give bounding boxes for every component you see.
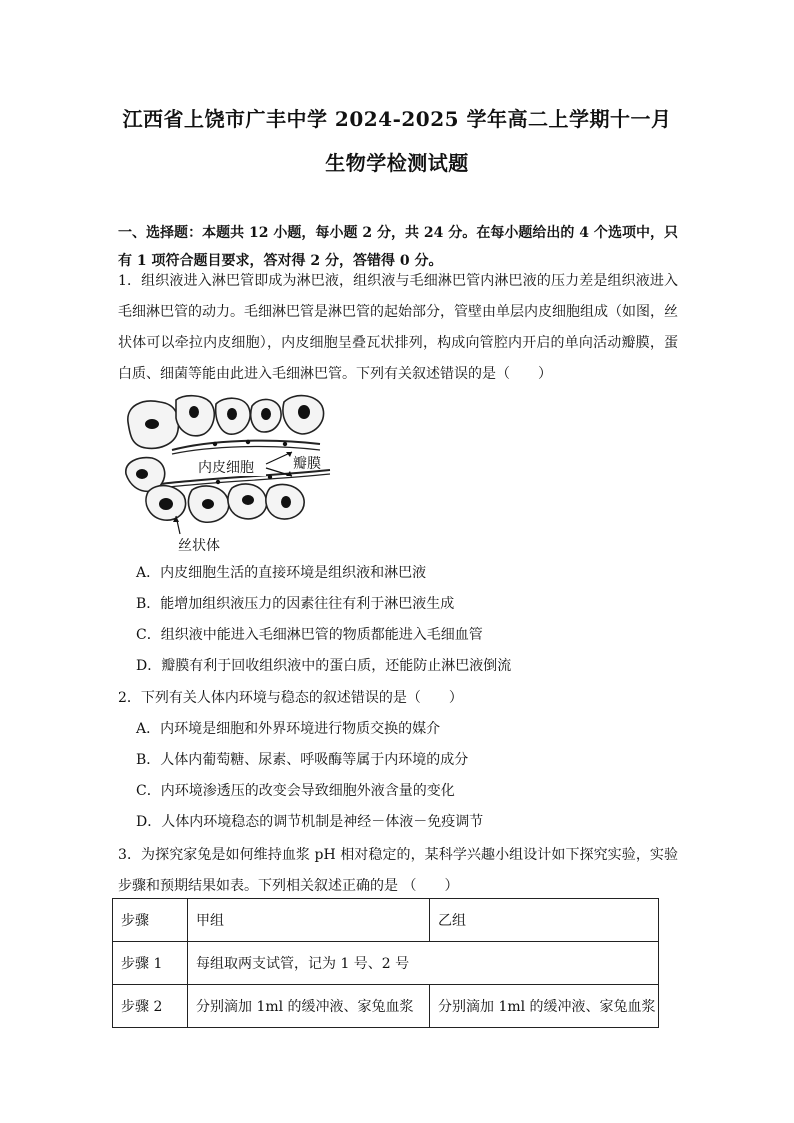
figure-label-endothelial: 内皮细胞 (198, 460, 254, 476)
question-1-option-d: D．瓣膜有利于回收组织液中的蛋白质，还能防止淋巴液倒流 (136, 658, 512, 674)
section-heading: 一、选择题：本题共 12 小题，每小题 2 分，共 24 分。在每小题给出的 4 个选项中，只有 1 项符合题目要求，答对得 2 分，答错得 0 分。 (118, 225, 678, 269)
table-cell: 步骤 2 (113, 985, 188, 1028)
question-2-stem: 2．下列有关人体内环境与稳态的叙述错误的是（ ） (118, 690, 463, 706)
table-row (113, 942, 659, 985)
question-2-option-c: C．内环境渗透压的改变会导致细胞外液含量的变化 (136, 783, 455, 799)
question-2-option-b: B．人体内葡萄糖、尿素、呼吸酶等属于内环境的成分 (136, 752, 469, 768)
table-cell: 分别滴加 1ml 的缓冲液、家兔血浆 (188, 985, 430, 1028)
question-1-option-a: A．内皮细胞生活的直接环境是组织液和淋巴液 (136, 565, 427, 581)
figure-label-filament: 丝状体 (178, 538, 220, 554)
experiment-table (112, 898, 659, 1028)
document-title-line2: 生物学检测试题 (325, 151, 469, 175)
question-2-option-d: D．人体内环境稳态的调节机制是神经－体液－免疫调节 (136, 814, 484, 830)
table-header-step: 步骤 (113, 899, 188, 942)
table-header-group-a: 甲组 (188, 899, 430, 942)
table-cell: 每组取两支试管，记为 1 号、2 号 (188, 942, 659, 985)
table-header-group-b: 乙组 (430, 899, 659, 942)
figure-label-valve: 瓣膜 (293, 456, 321, 472)
table-cell: 分别滴加 1ml 的缓冲液、家兔血浆 (430, 985, 659, 1028)
table-row (113, 985, 659, 1028)
question-2-option-a: A．内环境是细胞和外界环境进行物质交换的媒介 (136, 721, 441, 737)
question-1-option-b: B．能增加组织液压力的因素往往有利于淋巴液生成 (136, 596, 455, 612)
question-1-option-c: C．组织液中能进入毛细淋巴管的物质都能进入毛细血管 (136, 627, 483, 643)
document-title-line1: 江西省上饶市广丰中学 2024-2025 学年高二上学期十一月 (122, 107, 672, 131)
question-1-stem: 1．组织液进入淋巴管即成为淋巴液，组织液与毛细淋巴管内淋巴液的压力差是组织液进入毛细淋巴管的动力。毛细淋巴管是淋巴管的起始部分，管壁由单层内皮细胞组成（如图，丝状体可以牵拉内皮细胞），内皮细胞呈叠瓦状排列，构成向管腔内开启的单向活动瓣膜，蛋白质、细菌等能由此进入毛细淋巴管。下列有关叙述错误的是（ ） (118, 273, 678, 382)
question-3-stem: 3．为探究家兔是如何维持血浆 pH 相对稳定的，某科学兴趣小组设计如下探究实验，实验步骤和预期结果如表。下列相关叙述正确的是 （ ） (118, 847, 678, 894)
lymph-capillary-figure (120, 392, 340, 554)
table-row (113, 899, 659, 942)
table-cell: 步骤 1 (113, 942, 188, 985)
